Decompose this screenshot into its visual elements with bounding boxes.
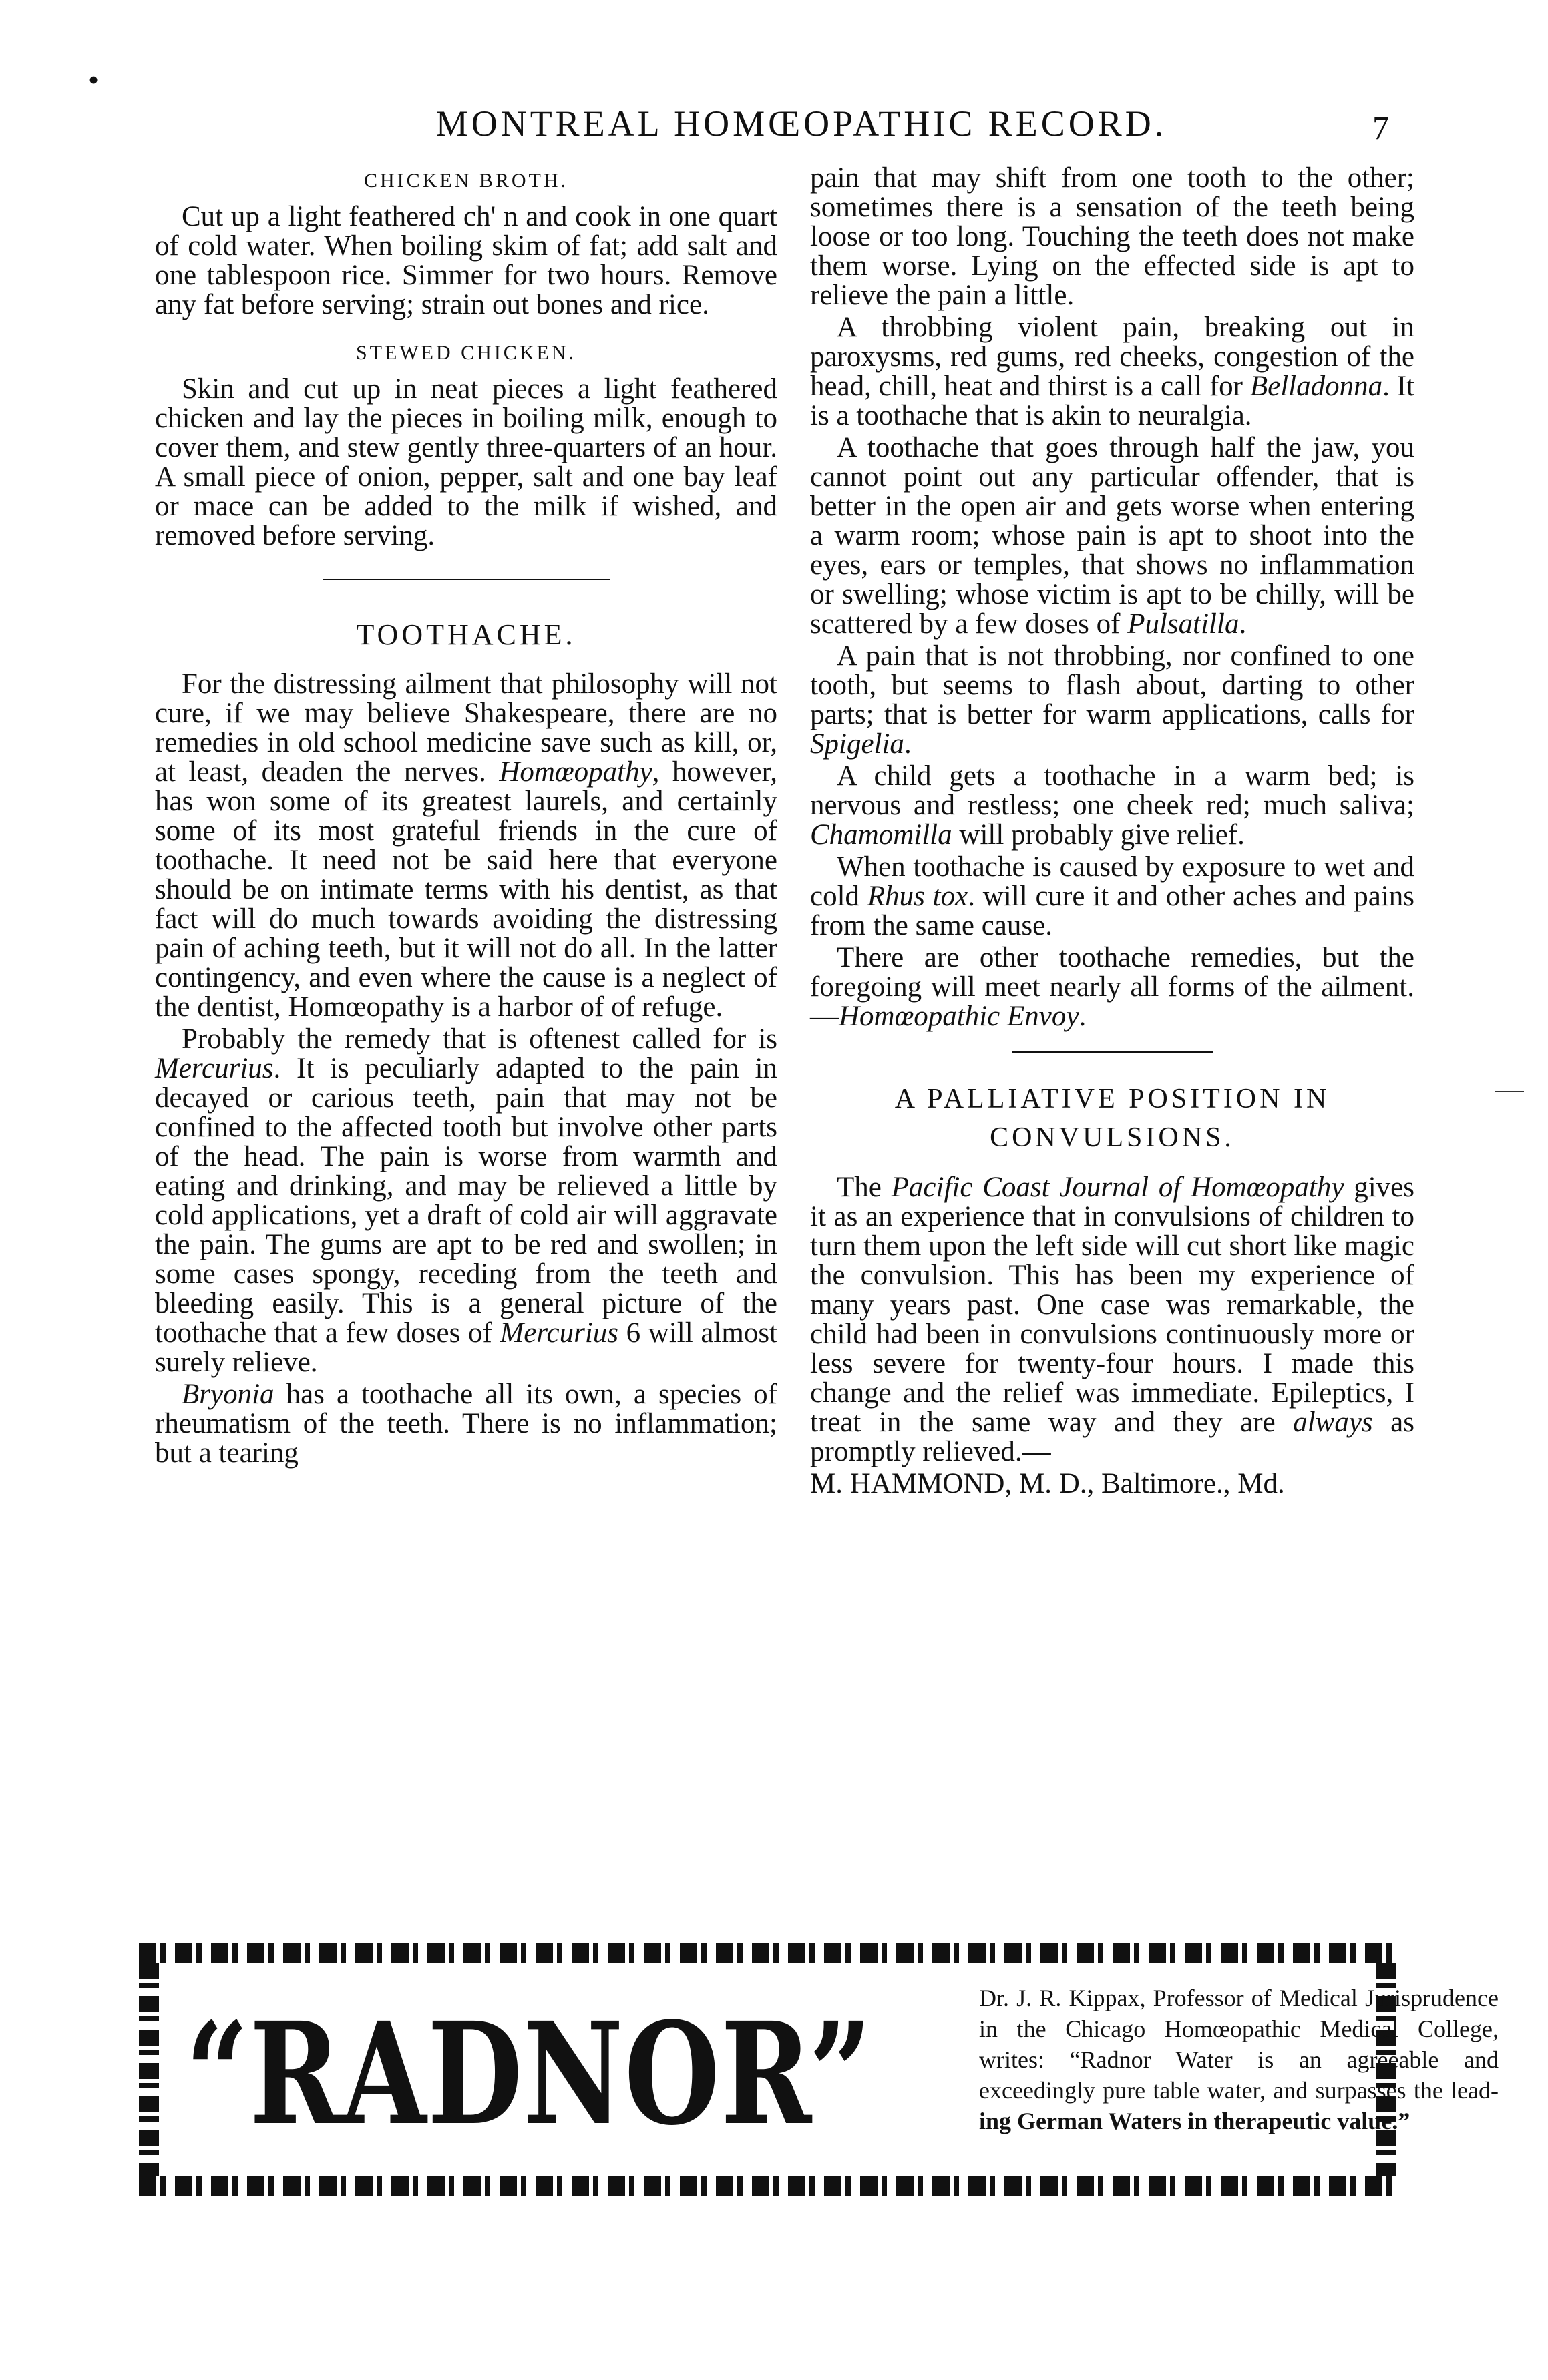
text-run: as promptly relieved.— — [810, 1407, 1414, 1467]
text-run: A child gets a toothache in a warm bed; is nervous and restless; one cheek red; much saliva; — [810, 760, 1414, 821]
stewed-chicken-text: Skin and cut up in neat pieces a light feathered chicken and lay the pieces in boiling milk, enough to cover them, and stew gently three-quarters of an hour. A small piece of onion, pepper, salt and one bay leaf or mace can be added to the milk if wished, and removed before serving. — [155, 373, 777, 551]
chicken-broth-heading: CHICKEN BROTH. — [363, 170, 568, 192]
ad-title: “RADNOR” — [186, 1991, 873, 2156]
text-run: has a toothache all its own, a species of rheumatism of the teeth. There is no inflammation; but a tearing — [155, 1379, 777, 1469]
italic-run: Homœopathy — [499, 756, 652, 788]
signature: M. HAMMOND, M. D., Baltimore., Md. — [810, 1468, 1285, 1499]
italic-run: Bryonia — [182, 1379, 274, 1410]
text-run: . — [1239, 608, 1247, 640]
text-run: 6 will almost surely relieve. — [155, 1317, 778, 1378]
ad-border-left — [139, 1963, 159, 2176]
italic-run: Belladonna — [1249, 371, 1383, 402]
ad-border-bottom — [139, 2176, 1396, 2196]
chamomilla-paragraph — [810, 762, 1414, 850]
italic-run: always — [1293, 1407, 1373, 1438]
text-run: A pain that is not throbbing, nor confined to one tooth, but seems to flash about, darting to other parts; that is better for warm applications, calls for — [810, 640, 1414, 730]
toothache-paragraph-1 — [155, 670, 777, 1022]
margin-mark — [1495, 1091, 1524, 1092]
italic-run: Spigelia — [810, 728, 904, 760]
text-run: Probably the remedy that is oftenest called for is — [182, 1023, 777, 1055]
chicken-broth-text: Cut up a light feathered ch' n and cook in one quart of cold water. When boiling skim of fat; add salt and one tablespoon rice. Simmer for two hours. Remove any fat before serving; strain out bones and rice. — [155, 201, 777, 320]
toothache-paragraph-3 — [155, 1380, 777, 1468]
italic-run: Mercurius — [500, 1317, 618, 1349]
toothache-continued: pain that may shift from one tooth to the other; sometimes there is a sensation of the teeth being loose or too long. Touching the teeth does not make them worse. Lying on the effected side is apt to relieve the pain a little. — [810, 162, 1414, 311]
other-remedies-paragraph — [810, 943, 1414, 1031]
text-run: A throbbing violent pain, breaking out in paroxysms, red gums, red cheeks, congestion of the head, chill, heat and thirst is a call for — [810, 312, 1414, 402]
ad-text-run: Dr. J. R. Kippax, Professor of Medical Jurisprudence in the Chicago Homœopathic Medical College, writes: “Radnor Water is an agreeable and exceedingly pure table water, and surpasses the lead- — [979, 1985, 1499, 2104]
palliative-paragraph — [810, 1173, 1414, 1467]
page-number: 7 — [1372, 109, 1389, 146]
italic-run: Pulsatilla — [1127, 608, 1239, 640]
text-run: , however, has won some of its greatest laurels, and certainly some of its most grateful friends in the cure of toothache. It need not be said here that everyone should be on intimate terms with his dentist, as that fact will do much towards avoiding the distressing pain of aching teeth, but it will not do all. In the latter contingency, and even where the cause is a neglect of the dentist, Homœopathy is a harbor of of refuge. — [155, 756, 777, 1023]
right-column — [810, 164, 1414, 1499]
text-run: There are other toothache remedies, but the foregoing will meet nearly all forms of the ailment.— — [810, 942, 1414, 1032]
italic-run: Mercurius — [155, 1053, 274, 1084]
rhus-tox-paragraph — [810, 853, 1414, 941]
text-run: will probably give relief. — [952, 819, 1245, 851]
radnor-advertisement — [139, 1943, 1499, 2196]
palliative-heading: A PALLIATIVE POSITION IN CONVULSIONS. — [894, 1084, 1330, 1153]
belladonna-paragraph — [810, 313, 1414, 431]
pulsatilla-paragraph — [810, 433, 1414, 639]
section-divider — [323, 579, 610, 580]
text-run: The — [837, 1172, 892, 1203]
page-header — [0, 100, 1548, 154]
italic-run: Rhus tox — [867, 881, 968, 912]
text-run: When toothache is caused by exposure to wet and cold — [810, 851, 1414, 912]
text-run: gives it as an experience that in convulsions of children to turn them upon the left side will cut short like magic the convulsion. This has been my experience of many years past. One case was remarkable, the child had been in convulsions continuously more or less severe for twenty-four hours. I made this change and the relief was immediate. Epileptics, I treat in the same way and they are — [810, 1172, 1414, 1438]
text-run: . It is peculiarly adapted to the pain in decayed or carious teeth, pain that may not be confined to the affected tooth but involve other parts of the head. The pain is worse from warmth and eating and drinking, and may be relieved a little by cold applications, yet a draft of cold air will aggravate the pain. The gums are apt to be red and swollen; in some cases spongy, receding from the teeth and bleeding easily. This is a general picture of the toothache that a few doses of — [155, 1053, 777, 1349]
text-run: . It is a toothache that is akin to neuralgia. — [810, 371, 1414, 431]
bullet-mark: • — [88, 63, 100, 97]
section-divider — [1012, 1051, 1213, 1053]
toothache-paragraph-2 — [155, 1025, 777, 1377]
ad-text-run: ing German Waters in therapeutic value.” — [979, 2108, 1410, 2134]
text-run: . — [904, 728, 912, 760]
text-run: For the distressing ailment that philosophy will not cure, if we may believe Shakespeare, there are no remedies in old school medicine save such as kill, or, at least, deaden the nerves. — [155, 668, 777, 788]
text-run: A toothache that goes through half the jaw, you cannot point out any particular offender, that is better in the open air and gets worse when entering a warm room; whose pain is apt to shoot into the eyes, ears or temples, that shows no inflammation or swelling; whose victim is apt to be chilly, will be scattered by a few doses of — [810, 432, 1414, 640]
text-run: . will cure it and other aches and pains from the same cause. — [810, 881, 1414, 941]
ad-border-top — [139, 1943, 1396, 1963]
left-column — [155, 164, 777, 1468]
ad-text — [979, 1983, 1499, 2136]
toothache-heading: TOOTHACHE. — [356, 618, 576, 651]
italic-run: Chamomilla — [810, 819, 952, 851]
spigelia-paragraph — [810, 642, 1414, 759]
stewed-chicken-heading: STEWED CHICKEN. — [356, 342, 576, 364]
text-run: . — [1079, 1001, 1087, 1032]
running-head: MONTREAL HOMŒOPATHIC RECORD. — [435, 103, 1167, 144]
italic-run: Pacific Coast Journal of Homœopathy — [891, 1172, 1344, 1203]
italic-run: Homœopathic Envoy — [839, 1001, 1079, 1032]
